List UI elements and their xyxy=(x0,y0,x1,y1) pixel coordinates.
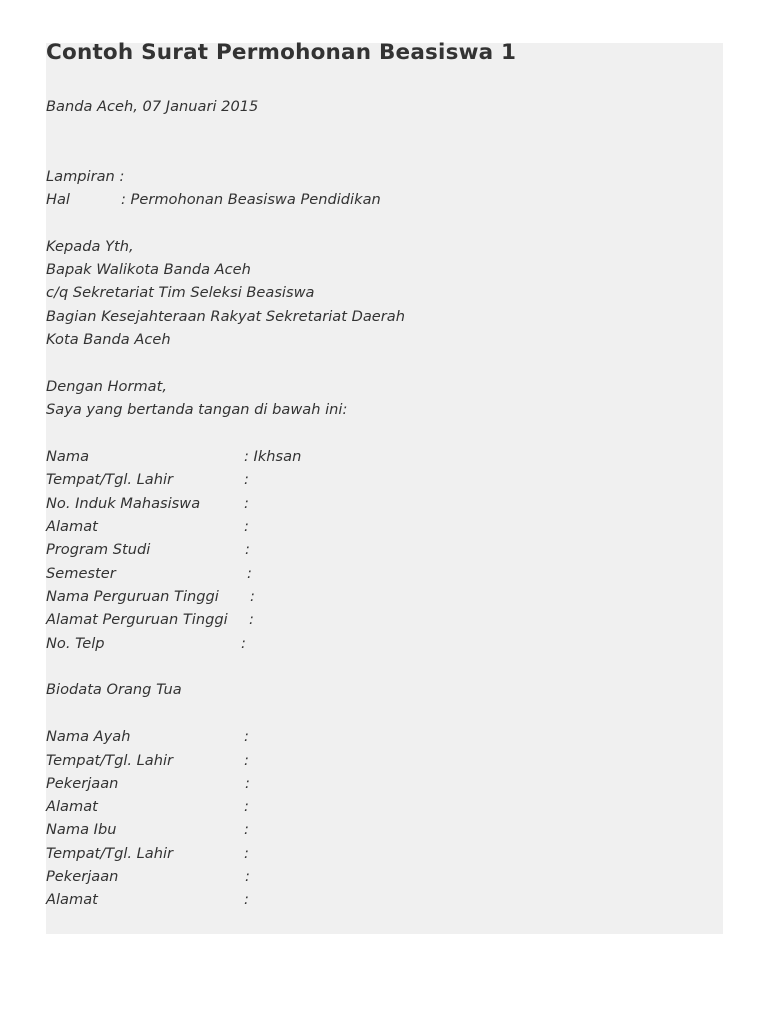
field-label: Nama Ayah xyxy=(46,728,131,745)
field-value: : xyxy=(249,611,254,628)
recipient-line: Kota Banda Aceh xyxy=(46,331,171,348)
field-label: Alamat Perguruan Tinggi xyxy=(46,611,228,628)
field-value: : Ikhsan xyxy=(244,448,302,465)
field-label: Pekerjaan xyxy=(46,775,119,792)
intro-text: Saya yang bertanda tangan di bawah ini: xyxy=(46,401,348,418)
field-value: : xyxy=(245,868,250,885)
field-label: Alamat xyxy=(46,891,98,908)
field-label: Tempat/Tgl. Lahir xyxy=(46,752,174,769)
field-value: : xyxy=(244,891,249,908)
field-label: No. Induk Mahasiswa xyxy=(46,495,201,512)
document-title: Contoh Surat Permohonan Beasiswa 1 xyxy=(46,40,517,65)
field-value: : xyxy=(244,821,249,838)
field-value: : xyxy=(244,495,249,512)
recipient-line: Kepada Yth, xyxy=(46,238,134,255)
field-label: Nama xyxy=(46,448,90,465)
field-value: : xyxy=(244,845,249,862)
field-label: Alamat xyxy=(46,798,98,815)
field-value: : xyxy=(244,518,249,535)
attachment-label: Lampiran : xyxy=(46,168,125,185)
field-label: Pekerjaan xyxy=(46,868,119,885)
field-label: Nama Ibu xyxy=(46,821,117,838)
field-label: Tempat/Tgl. Lahir xyxy=(46,845,174,862)
subject-label: Hal xyxy=(46,191,70,208)
recipient-line: Bagian Kesejahteraan Rakyat Sekretariat Daerah xyxy=(46,308,405,325)
greeting: Dengan Hormat, xyxy=(46,378,167,395)
field-value: : xyxy=(244,728,249,745)
field-value: : xyxy=(245,775,250,792)
field-label: No. Telp xyxy=(46,635,105,652)
field-value: : xyxy=(244,471,249,488)
field-value: : xyxy=(247,565,252,582)
field-label: Nama Perguruan Tinggi xyxy=(46,588,219,605)
field-label: Program Studi xyxy=(46,541,151,558)
field-label: Alamat xyxy=(46,518,98,535)
field-value: : xyxy=(244,752,249,769)
field-value: : xyxy=(250,588,255,605)
field-value: : xyxy=(241,635,246,652)
recipient-line: c/q Sekretariat Tim Seleksi Beasiswa xyxy=(46,284,315,301)
field-label: Semester xyxy=(46,565,116,582)
field-value: : xyxy=(245,541,250,558)
place-date: Banda Aceh, 07 Januari 2015 xyxy=(46,98,259,115)
recipient-line: Bapak Walikota Banda Aceh xyxy=(46,261,251,278)
subject-value: : Permohonan Beasiswa Pendidikan xyxy=(121,191,381,208)
field-label: Tempat/Tgl. Lahir xyxy=(46,471,174,488)
parents-heading: Biodata Orang Tua xyxy=(46,681,182,698)
field-value: : xyxy=(244,798,249,815)
